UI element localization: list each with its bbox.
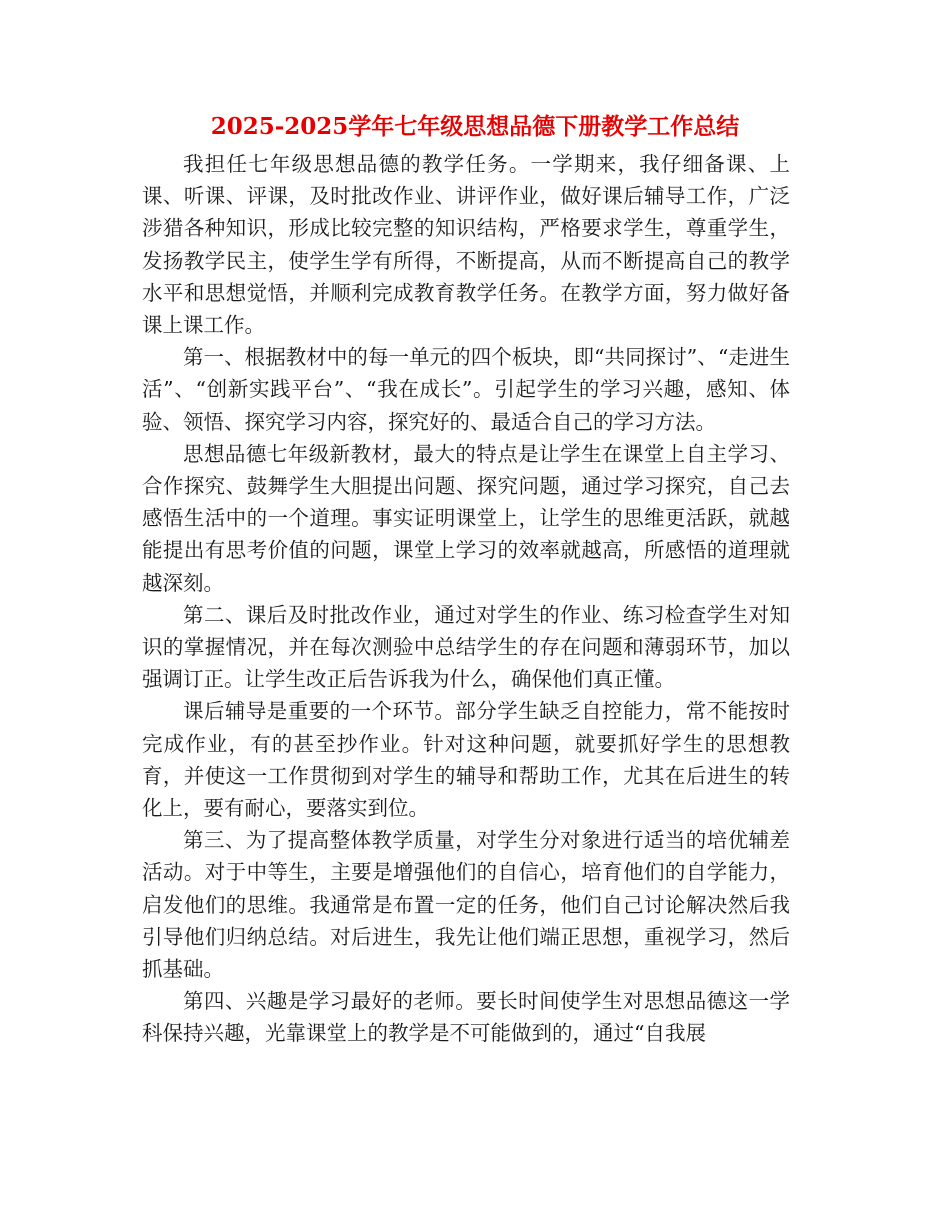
document-body — [142, 148, 790, 1050]
paragraph: 思想品德七年级新教材，最大的特点是让学生在课堂上自主学习、合作探究、鼓舞学生大胆提出问题、探究问题，通过学习探究，自己去感悟生活中的一个道理。事实证明课堂上，让学生的思维更活跃，就越能提出有思考价值的问题，课堂上学习的效率就越高，所感悟的道理就越深刻。 — [142, 441, 790, 595]
document-title: 2025-2025学年七年级思想品德下册教学工作总结 — [210, 113, 740, 140]
paragraph: 课后辅导是重要的一个环节。部分学生缺乏自控能力，常不能按时完成作业，有的甚至抄作业。针对这种问题，就要抓好学生的思想教育，并使这一工作贯彻到对学生的辅导和帮助工作，尤其在后进生的转化上，要有耐心，要落实到位。 — [142, 699, 790, 821]
paragraph: 第四、兴趣是学习最好的老师。要长时间使学生对思想品德这一学科保持兴趣，光靠课堂上的教学是不可能做到的，通过“自我展 — [142, 989, 790, 1046]
paragraph: 第一、根据教材中的每一单元的四个板块，即“共同探讨”、“走进生活”、“创新实践平台”、“我在成长”。引起学生的学习兴趣，感知、体验、领悟、探究学习内容，探究好的、最适合自己的学习方法。 — [142, 345, 790, 434]
paragraph: 我担任七年级思想品德的教学任务。一学期来，我仔细备课、上课、听课、评课，及时批改作业、讲评作业，做好课后辅导工作，广泛涉猎各种知识，形成比较完整的知识结构，严格要求学生，尊重学生，发扬教学民主，使学生学有所得，不断提高，从而不断提高自己的教学水平和思想觉悟，并顺利完成教育教学任务。在教学方面，努力做好备课上课工作。 — [142, 152, 790, 338]
paragraph: 第三、为了提高整体教学质量，对学生分对象进行适当的培优辅差活动。对于中等生，主要是增强他们的自信心，培育他们的自学能力，启发他们的思维。我通常是布置一定的任务，他们自己讨论解决然后我引导他们归纳总结。对后进生，我先让他们端正思想，重视学习，然后抓基础。 — [142, 828, 790, 982]
paragraph: 第二、课后及时批改作业，通过对学生的作业、练习检查学生对知识的掌握情况，并在每次测验中总结学生的存在问题和薄弱环节，加以强调订正。让学生改正后告诉我为什么，确保他们真正懂。 — [142, 602, 790, 692]
